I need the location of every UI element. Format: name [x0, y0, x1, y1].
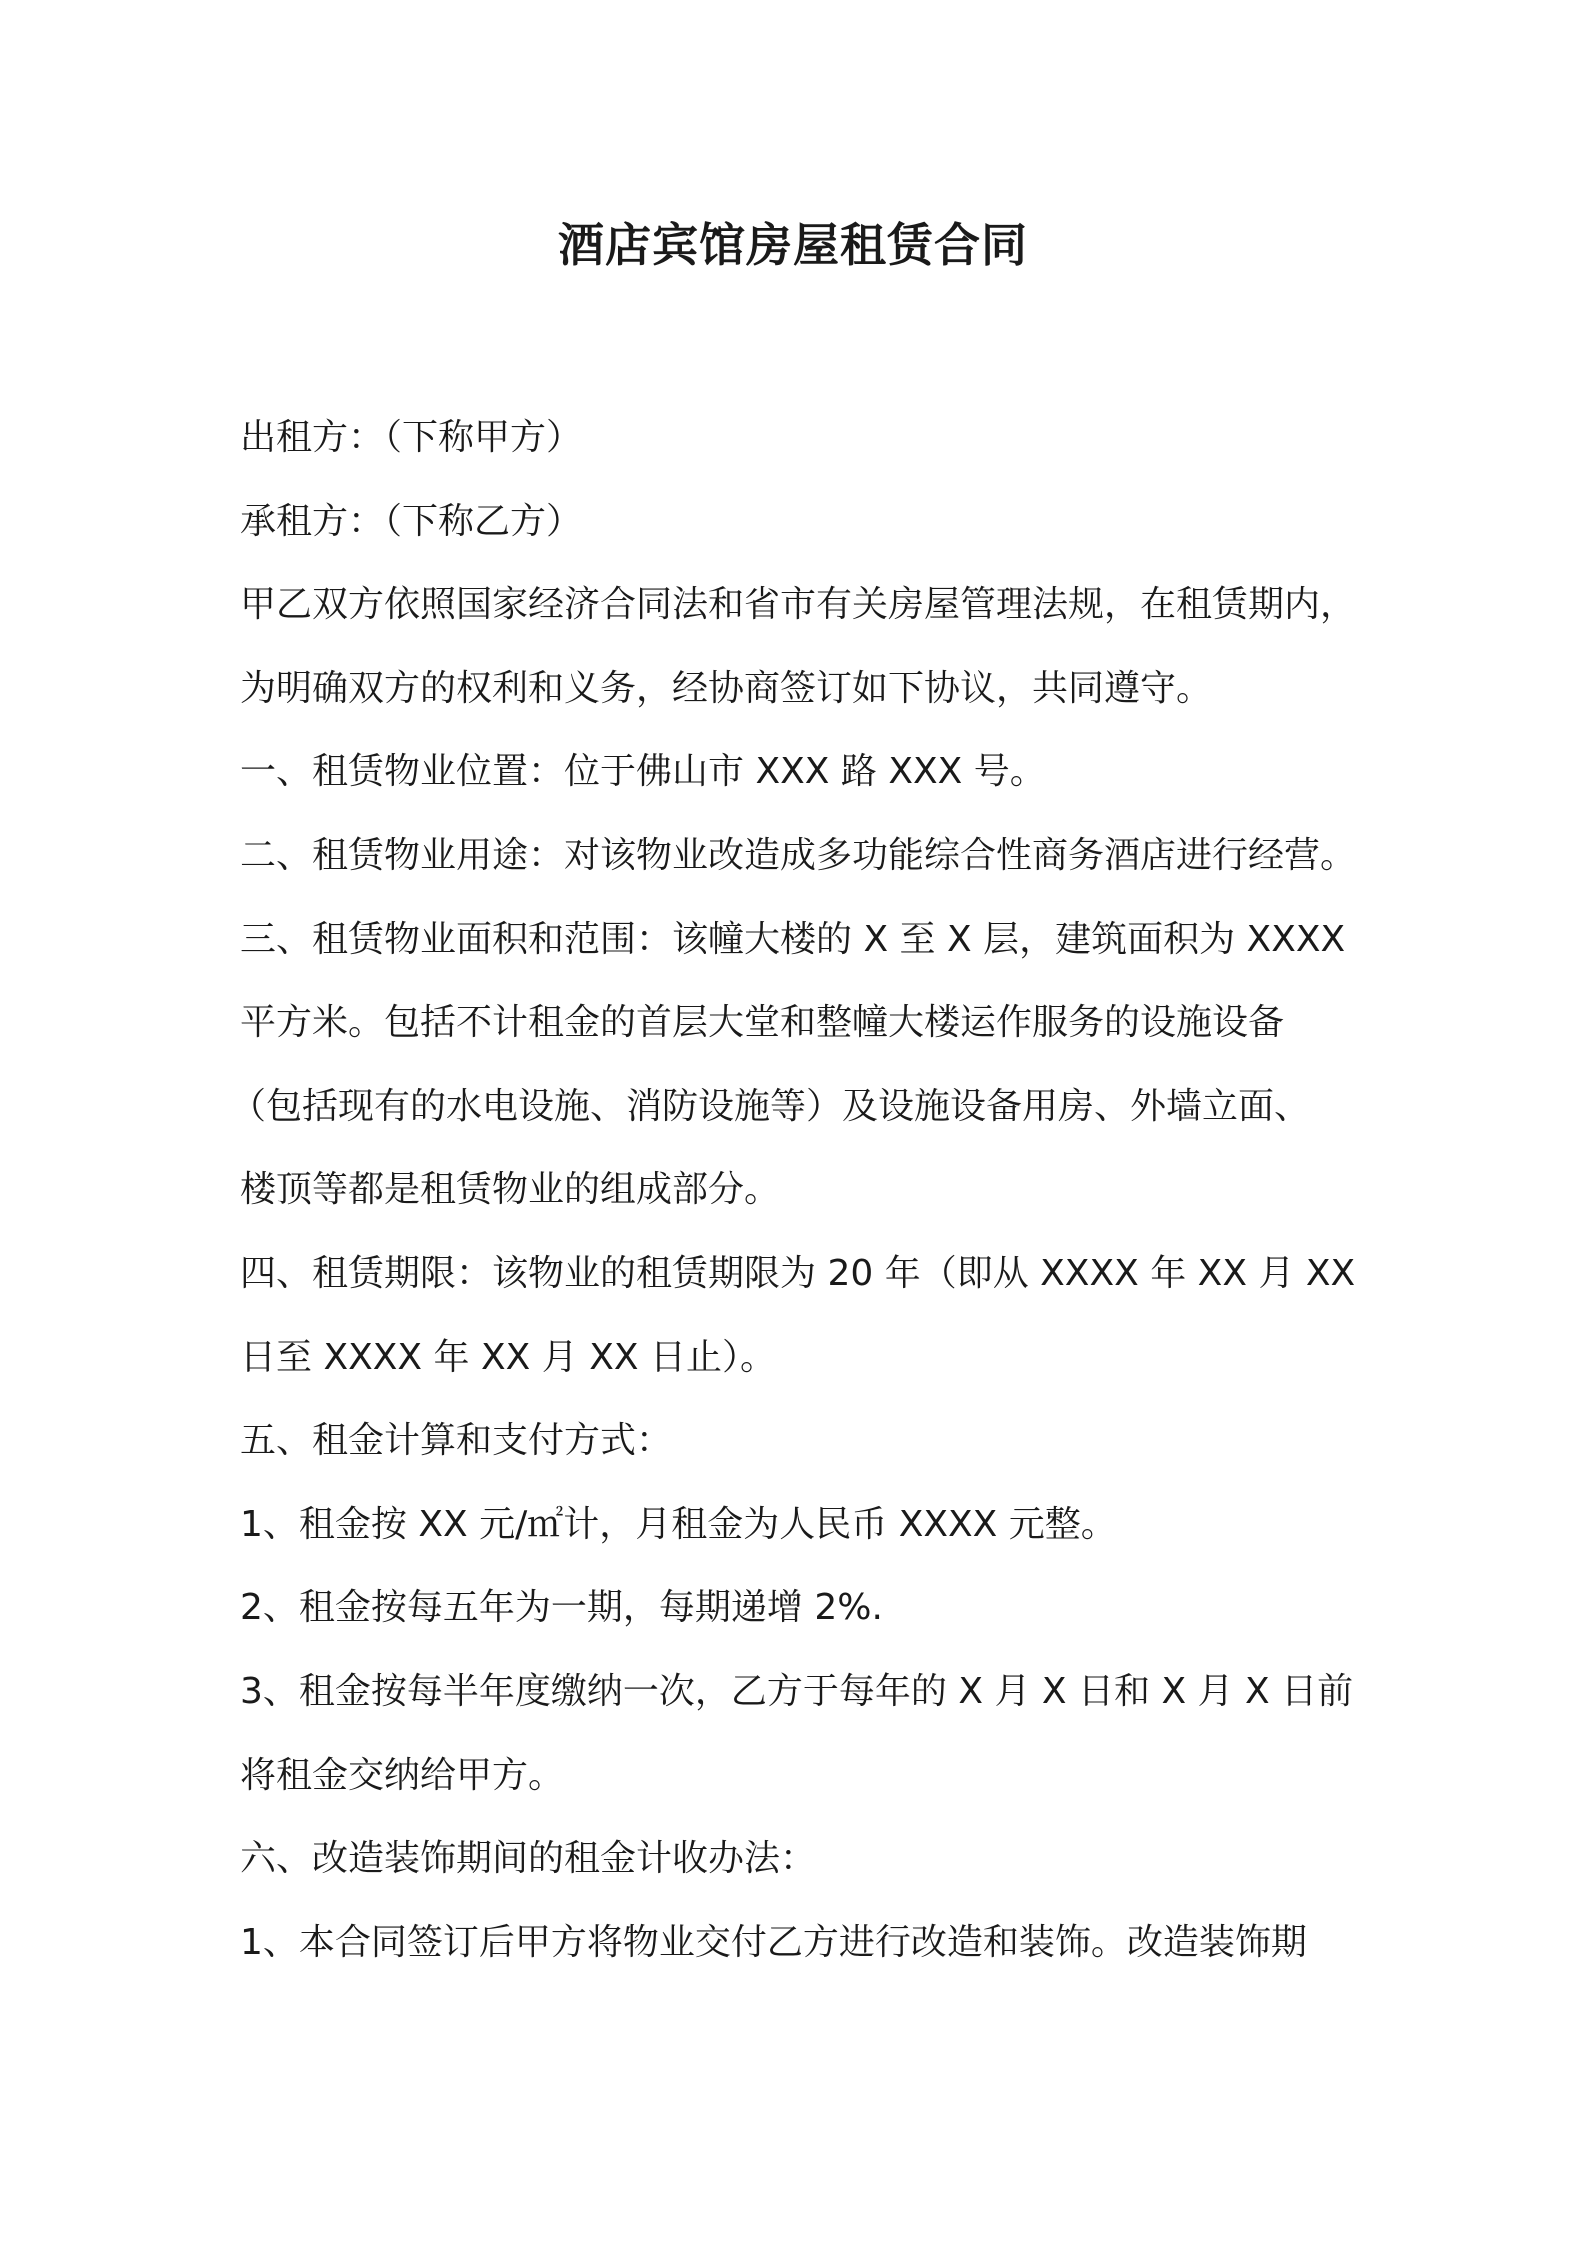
clause-5-item-1: 1、租金按 XX 元/㎡计，月租金为人民币 XXXX 元整。: [240, 1503, 1117, 1545]
clause-2-usage: 二、租赁物业用途：对该物业改造成多功能综合性商务酒店进行经营。: [240, 834, 1357, 876]
clause-3-area-line-4: 楼顶等都是租赁物业的组成部分。: [240, 1169, 781, 1211]
lessee-line: 承租方：（下称乙方）: [240, 500, 583, 542]
clause-5-item-3-line-1: 3、租金按每半年度缴纳一次，乙方于每年的 X 月 X 日和 X 月 X 日前: [240, 1670, 1354, 1712]
clause-3-area-line-2: 平方米。包括不计租金的首层大堂和整幢大楼运作服务的设施设备: [240, 1002, 1285, 1044]
preamble-line-1: 甲乙双方依照国家经济合同法和省市有关房屋管理法规，在租赁期内，: [240, 584, 1357, 626]
clause-4-term-line-2: 日至 XXXX 年 XX 月 XX 日止）。: [240, 1336, 776, 1378]
clause-5-item-3-line-2: 将租金交纳给甲方。: [240, 1754, 565, 1796]
clause-6-heading: 六、改造装饰期间的租金计收办法：: [240, 1838, 817, 1880]
document-title: 酒店宾馆房屋租赁合同: [558, 218, 1028, 272]
clause-4-term-line-1: 四、租赁期限：该物业的租赁期限为 20 年（即从 XXXX 年 XX 月 XX: [240, 1252, 1356, 1294]
clause-5-heading: 五、租金计算和支付方式：: [240, 1420, 673, 1462]
clause-5-item-2: 2、租金按每五年为一期，每期递增 2%.: [240, 1587, 883, 1629]
preamble-line-2: 为明确双方的权利和义务，经协商签订如下协议，共同遵守。: [240, 667, 1213, 709]
clause-3-area-line-1: 三、租赁物业面积和范围：该幢大楼的 X 至 X 层，建筑面积为 XXXX: [240, 918, 1346, 960]
clause-1-location: 一、租赁物业位置：位于佛山市 XXX 路 XXX 号。: [240, 751, 1046, 793]
clause-6-item-1: 1、本合同签订后甲方将物业交付乙方进行改造和装饰。改造装饰期: [240, 1921, 1307, 1963]
clause-3-area-line-3: （包括现有的水电设施、消防设施等）及设施设备用房、外墙立面、: [230, 1085, 1311, 1127]
document-body: [230, 408, 1360, 1996]
lessor-line: 出租方：（下称甲方）: [240, 417, 583, 458]
